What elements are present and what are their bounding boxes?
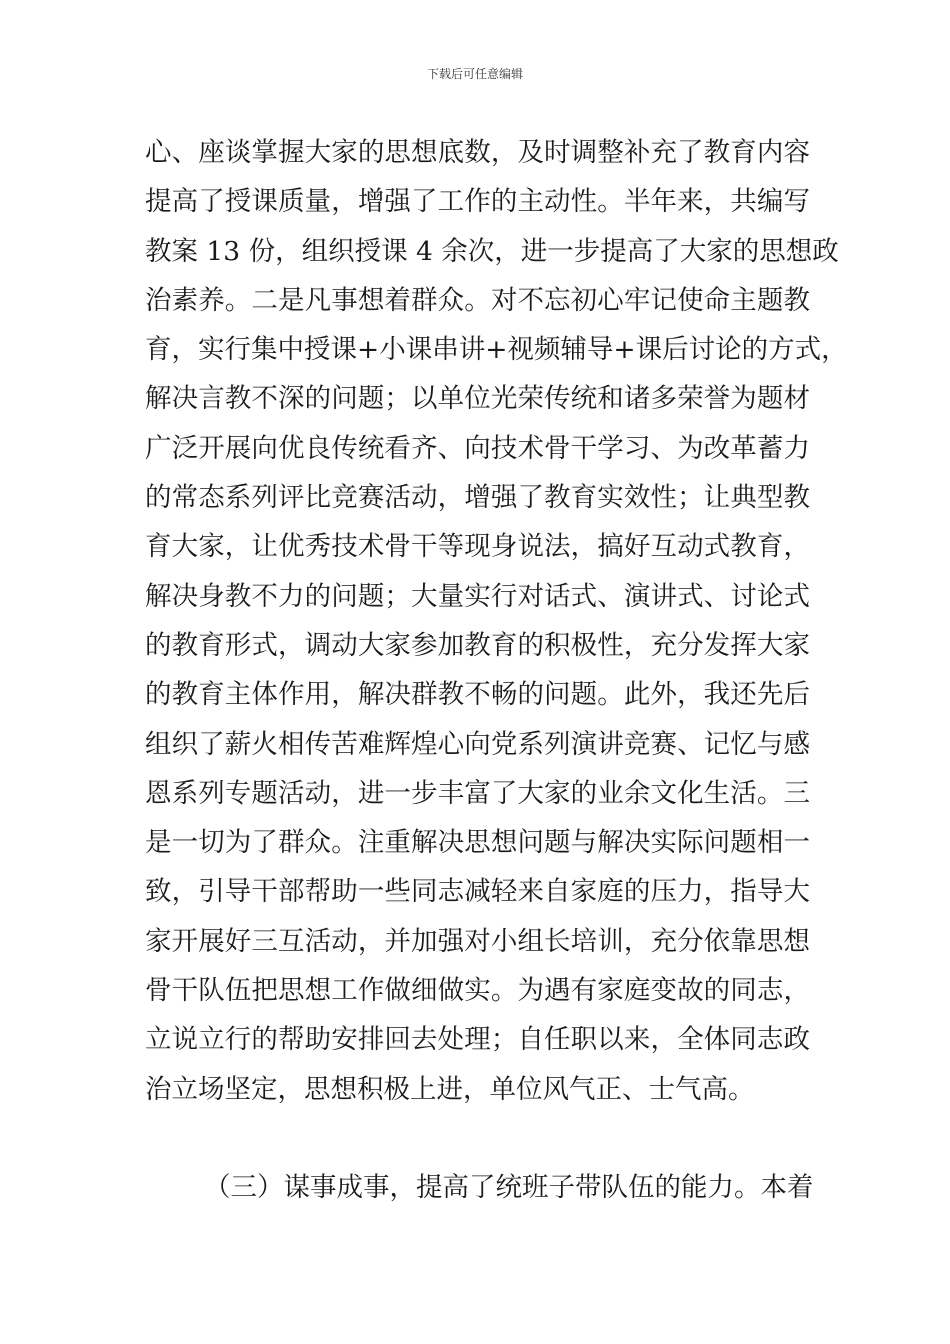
text-line: 是一切为了群众。注重解决思想问题与解决实际问题相一 [145, 827, 810, 859]
text-line: 解决身教不力的问题；大量实行对话式、演讲式、讨论式 [145, 580, 810, 612]
text-line: 立说立行的帮助安排回去处理；自任职以来，全体同志政 [145, 1024, 810, 1056]
text-line: 广泛开展向优良传统看齐、向技术骨干学习、为改革蓄力 [145, 432, 810, 464]
text-line: 解决言教不深的问题；以单位光荣传统和诸多荣誉为题材 [145, 383, 810, 415]
paragraph-gap [145, 1114, 810, 1163]
text-line: 心、座谈掌握大家的思想底数，及时调整补充了教育内容 [145, 137, 810, 168]
text-line: 治素养。二是凡事想着群众。对不忘初心牢记使命主题教 [145, 284, 810, 316]
paragraph-2 [145, 1163, 814, 1212]
text-line: 的教育主体作用，解决群教不畅的问题。此外，我还先后 [145, 679, 810, 711]
section-heading-line: （三）谋事成事，提高了统班子带队伍的能力。本着 [204, 1172, 814, 1204]
text-line: 育大家，让优秀技术骨干等现身说法，搞好互动式教育， [145, 531, 810, 563]
text-line: 教案 13 份，组织授课 4 余次，进一步提高了大家的思想政 [145, 235, 839, 267]
document-body [145, 128, 848, 1213]
paragraph-1 [145, 128, 848, 1114]
text-line: 骨干队伍把思想工作做细做实。为遇有家庭变故的同志， [145, 975, 810, 1007]
text-line: 提高了授课质量，增强了工作的主动性。半年来，共编写 [145, 186, 810, 218]
text-line: 致，引导干部帮助一些同志减轻来自家庭的压力，指导大 [145, 876, 810, 908]
text-line: 的常态系列评比竞赛活动，增强了教育实效性；让典型教 [145, 482, 810, 514]
text-line: 组织了薪火相传苦难辉煌心向党系列演讲竞赛、记忆与感 [145, 728, 810, 760]
text-line: 恩系列专题活动，进一步丰富了大家的业余文化生活。三 [145, 777, 810, 809]
text-line: 的教育形式，调动大家参加教育的积极性，充分发挥大家 [145, 629, 810, 661]
page-header: 下载后可任意编辑 [426, 67, 523, 81]
text-line: 治立场坚定，思想积极上进，单位风气正、士气高。 [145, 1073, 755, 1105]
text-line: 育，实行集中授课+小课串讲+视频辅导+课后讨论的方式， [145, 334, 848, 366]
text-line: 家开展好三互活动，并加强对小组长培训，充分依靠思想 [145, 925, 810, 957]
